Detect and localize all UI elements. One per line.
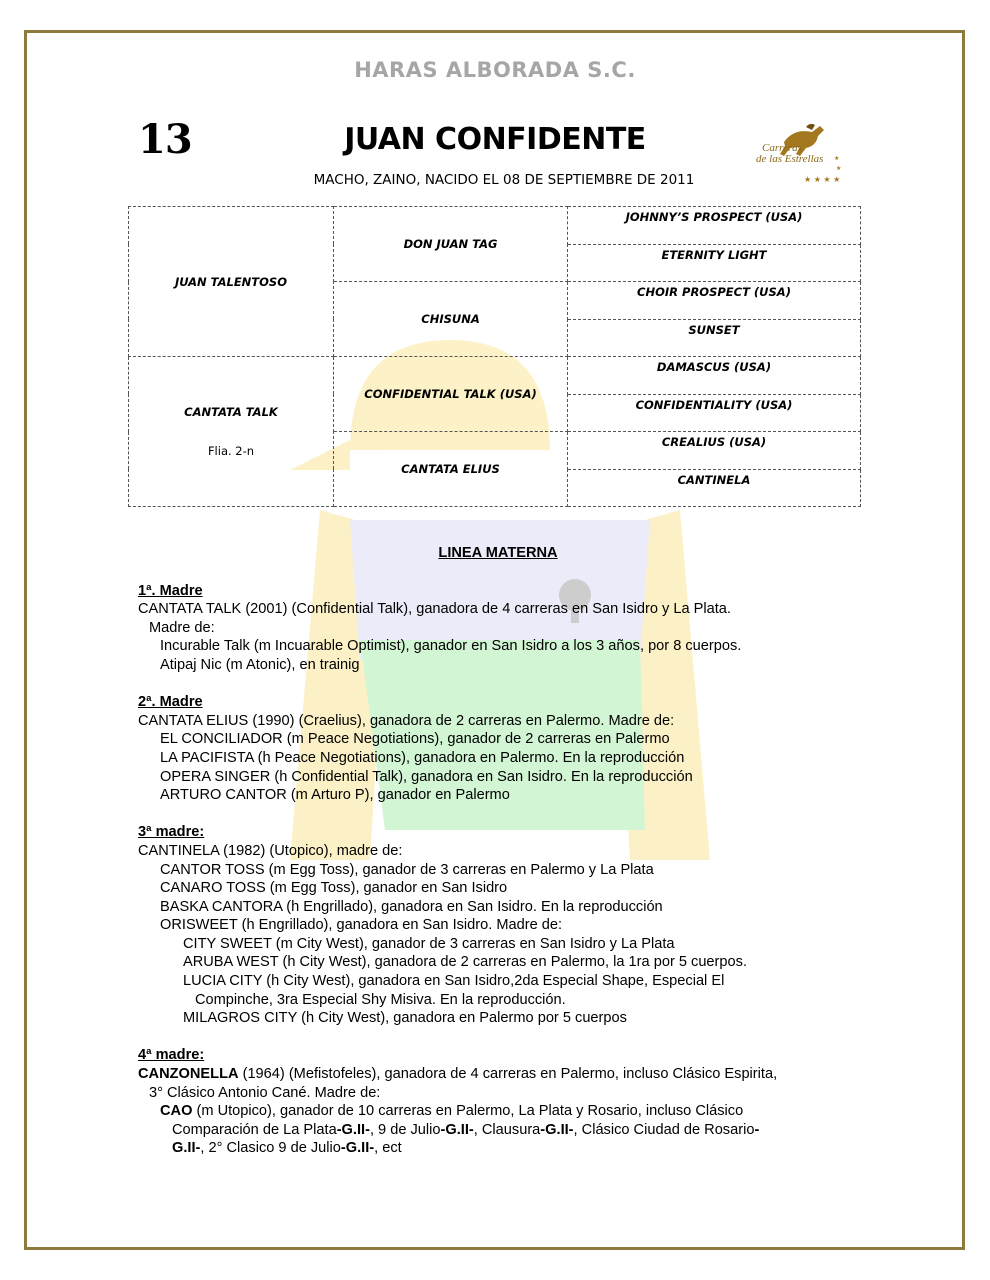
pedigree-dam-dam: CANTATA ELIUS <box>334 432 568 507</box>
second-dam-main: CANTATA ELIUS (1990) (Craelius), ganadora de 2 carreras en Palermo. Madre de: <box>138 712 675 729</box>
list-item: CITY SWEET (m City West), ganador de 3 carreras en San Isidro y La Plata <box>183 935 675 952</box>
list-item: LA PACIFISTA (h Peace Negotiations), ganadora en Palermo. En la reproducción <box>160 749 685 766</box>
list-item: MILAGROS CITY (h City West), ganadora en Palermo por 5 cuerpos <box>183 1010 627 1027</box>
cao-text: Comparación de La Plata <box>172 1121 337 1138</box>
grade-label: -G.II- <box>440 1121 474 1138</box>
pedigree-g3-cell: DAMASCUS (USA) <box>568 357 861 395</box>
grade-label: G.II- <box>172 1140 201 1157</box>
cao-name: CAO <box>160 1103 193 1120</box>
fourth-dam-main <box>138 1065 858 1084</box>
list-item: CANARO TOSS (m Egg Toss), ganador en San Isidro <box>160 880 508 897</box>
pedigree-g3-cell: CANTINELA <box>568 469 861 507</box>
fourth-dam-name: CANZONELLA <box>138 1066 239 1083</box>
fourth-dam-heading: 4ª madre: <box>138 1047 205 1064</box>
svg-text:★: ★ <box>834 155 840 162</box>
list-item: Incurable Talk (m Incuarable Optimist), ganador en San Isidro a los 3 años, por 8 cuerpos. <box>160 638 742 655</box>
list-item: LUCIA CITY (h City West), ganadora en San Isidro,2da Especial Shape, Especial El <box>183 973 725 990</box>
first-dam-madre-de: Madre de: <box>149 619 215 636</box>
pedigree-sire-dam: CHISUNA <box>334 282 568 357</box>
pedigree-g3-cell: CONFIDENTIALITY (USA) <box>568 394 861 432</box>
third-dam-heading: 3ª madre: <box>138 824 205 841</box>
grade-label: -G.II- <box>336 1121 370 1138</box>
pedigree-dam-sire: CONFIDENTIAL TALK (USA) <box>334 357 568 432</box>
list-item <box>138 1121 858 1140</box>
cao-text: , 2° Clasico 9 de Julio <box>200 1140 341 1157</box>
pedigree-family: Flia. 2-n <box>207 444 255 458</box>
cao-text: (m Utopico), ganador de 10 carreras en Palermo, La Plata y Rosario, incluso Clásico <box>192 1103 744 1120</box>
lot-number: 13 <box>138 116 192 163</box>
fourth-dam-text: (1964) (Mefistofeles), ganadora de 4 carreras en Palermo, incluso Clásico Espirita, <box>238 1066 778 1083</box>
svg-text:★ ★ ★ ★: ★ ★ ★ ★ <box>804 175 841 184</box>
horse-name: JUAN CONFIDENTE <box>344 122 646 157</box>
pedigree-table <box>128 206 861 507</box>
cao-text: , Clásico Ciudad de Rosario <box>573 1121 755 1138</box>
pedigree-g3-cell: CREALIUS (USA) <box>568 432 861 470</box>
list-item: ORISWEET (h Engrillado), ganadora en San Isidro. Madre de: <box>160 917 563 934</box>
logo-text-estrellas: de las Estrellas <box>756 153 824 165</box>
list-item <box>138 1139 858 1158</box>
second-dam-heading: 2ª. Madre <box>138 694 203 711</box>
grade-label: -G.II- <box>540 1121 574 1138</box>
section-title: LINEA MATERNA <box>438 545 558 561</box>
list-item: Atipaj Nic (m Atonic), en trainig <box>160 656 360 673</box>
carreras-de-las-estrellas-logo <box>754 120 846 188</box>
list-item: BASKA CANTORA (h Engrillado), ganadora en San Isidro. En la reproducción <box>160 898 663 915</box>
first-dam-heading: 1ª. Madre <box>138 582 203 599</box>
farm-name: HARAS ALBORADA S.C. <box>354 58 636 82</box>
grade-label: -G.II- <box>340 1140 375 1157</box>
list-item: CANTOR TOSS (m Egg Toss), ganador de 3 carreras en Palermo y La Plata <box>160 861 654 878</box>
pedigree-sire: JUAN TALENTOSO <box>129 207 334 357</box>
cao-text: , Clausura <box>473 1121 541 1138</box>
list-item <box>138 1102 858 1121</box>
list-item: ARUBA WEST (h City West), ganadora de 2 carreras en Palermo, la 1ra por 5 cuerpos. <box>183 954 747 971</box>
pedigree-g3-cell: JOHNNY’S PROSPECT (USA) <box>568 207 861 245</box>
pedigree-g3-cell: SUNSET <box>568 319 861 357</box>
grade-label: - <box>754 1121 760 1138</box>
cao-text: , ect <box>374 1140 402 1157</box>
cao-text: , 9 de Julio <box>369 1121 441 1138</box>
horse-description: MACHO, ZAINO, NACIDO EL 08 DE SEPTIEMBRE DE 2011 <box>313 172 695 188</box>
pedigree-sire-sire: DON JUAN TAG <box>334 207 568 282</box>
list-item: ARTURO CANTOR (m Arturo P), ganador en Palermo <box>160 787 510 804</box>
first-dam-main: CANTATA TALK (2001) (Confidential Talk), ganadora de 4 carreras en San Isidro y La Plata. <box>138 601 731 618</box>
pedigree-g3-cell: CHOIR PROSPECT (USA) <box>568 282 861 320</box>
list-item: EL CONCILIADOR (m Peace Negotiations), ganador de 2 carreras en Palermo <box>160 731 670 748</box>
pedigree-dam-cell <box>129 357 334 507</box>
list-item: OPERA SINGER (h Confidential Talk), ganadora en San Isidro. En la reproducción <box>160 768 693 785</box>
third-dam-main: CANTINELA (1982) (Utopico), madre de: <box>138 842 403 859</box>
logo-text-carreras: Carreras <box>762 142 802 154</box>
maternal-line-section <box>138 544 858 1158</box>
pedigree-g3-cell: ETERNITY LIGHT <box>568 244 861 282</box>
fourth-dam-cont: 3° Clásico Antonio Cané. Madre de: <box>149 1084 381 1101</box>
pedigree-dam: CANTATA TALK <box>184 405 278 419</box>
svg-text:★: ★ <box>836 165 842 172</box>
list-item: Compinche, 3ra Especial Shy Misiva. En la reproducción. <box>195 991 566 1008</box>
